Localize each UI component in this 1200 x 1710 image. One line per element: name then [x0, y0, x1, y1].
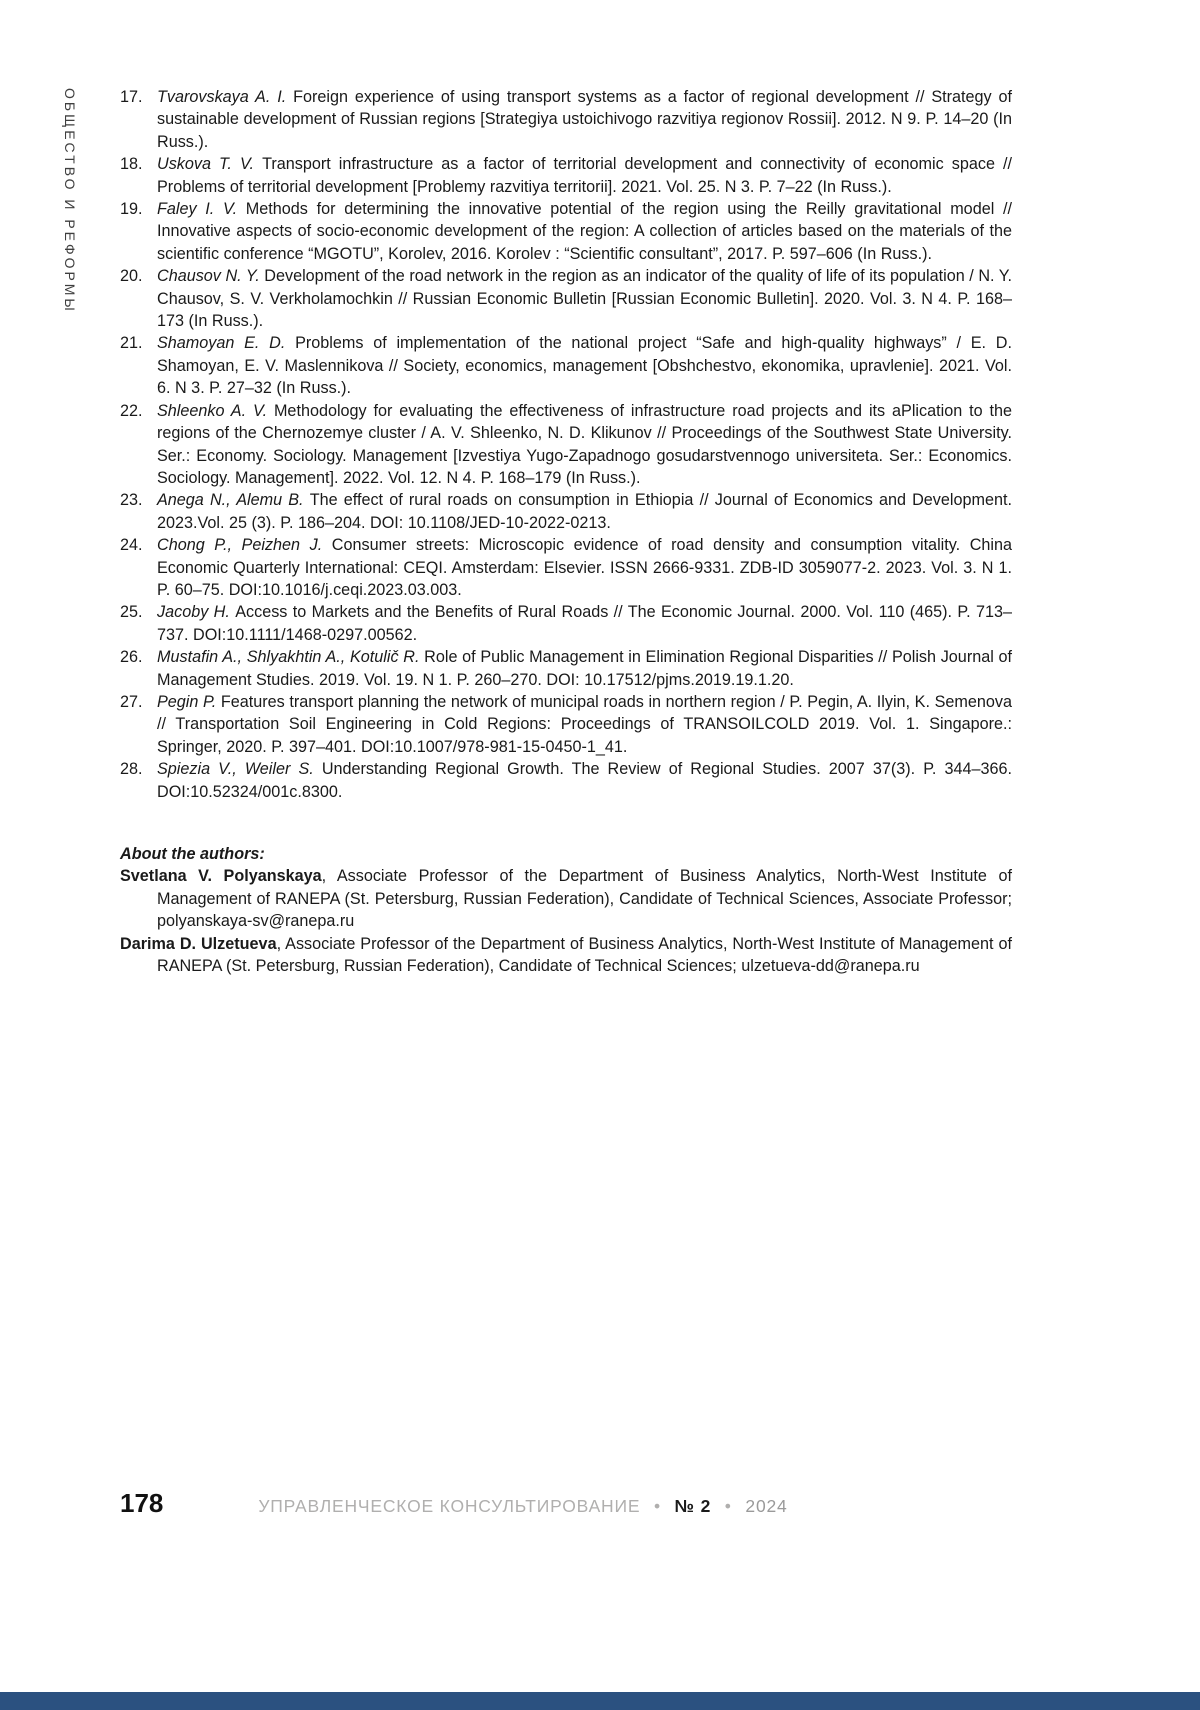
reference-text: Role of Public Management in Elimination Regional Disparities // Polish Journal of Management Studies. 2019. Vol. 19. N 1. P. 260–270. DOI: 10.17512/pjms.2019.19.1.20.	[157, 648, 1012, 689]
reference-number: 19.	[120, 200, 143, 219]
reference-author: Spiezia V., Weiler S.	[157, 760, 322, 779]
reference-item	[120, 265, 1012, 332]
about-authors-section	[120, 843, 1012, 977]
page-number: 178	[120, 1488, 164, 1518]
reference-author: Pegin P.	[157, 692, 221, 711]
reference-text: Foreign experience of using transport systems as a factor of regional development // Strategy of sustainable development of Russian regions [Strategiya ustoichivogo razvitiya regionov Rossii]. 2012. N 9. P. 14–20 (In Russ.).	[157, 88, 1012, 151]
bottom-accent-bar	[0, 1692, 1200, 1710]
reference-author: Mustafin A., Shlyakhtin A., Kotulič R.	[157, 648, 425, 667]
reference-number: 26.	[120, 648, 143, 667]
page-footer	[120, 1488, 1012, 1519]
reference-item	[120, 601, 1012, 646]
reference-author: Faley I. V.	[157, 200, 246, 219]
reference-text: Development of the road network in the region as an indicator of the quality of life of its population / N. Y. Chausov, S. V. Verkholamochkin // Russian Economic Bulletin [Russian Economic Bulletin]. 2020. Vol. 3. N 4. P. 168–173 (In Russ.).	[157, 267, 1012, 331]
reference-item	[120, 198, 1012, 265]
issue-number: № 2	[674, 1496, 712, 1516]
reference-number: 23.	[120, 491, 143, 510]
reference-text: Consumer streets: Microscopic evidence of road density and consumption vitality. China Economic Quarterly International: CEQI. Amsterdam: Elsevier. ISSN 2666-9331. ZDB-ID 3059077-2. 2023. Vol. 3. N 1. P. 60–75. DOI:10.1016/j.ceqi.2023.03.003.	[157, 536, 1013, 599]
reference-text: Problems of implementation of the national project “Safe and high-quality highways” / E. D. Shamoyan, E. V. Maslennikova // Society, economics, management [Obshchestvo, ekonomika, upravlenie]. 2021. Vol. 6. N 3. P. 27–32 (In Russ.).	[157, 334, 1012, 398]
footer-separator: •	[724, 1496, 732, 1516]
reference-text: Methods for determining the innovative potential of the region using the Reilly gravitational model // Innovative aspects of socio-economic development of the region: A collection of articles based on the materials of the scientific conference “MGOTU”, Korolev, 2016. Korolev : “Scientific consultant”, 2017. P. 597–606 (In Russ.).	[157, 200, 1012, 263]
reference-number: 22.	[120, 401, 143, 420]
reference-text: Features transport planning the network of municipal roads in northern region / P. Pegin, A. Ilyin, K. Semenova // Transportation Soil Engineering in Cold Regions: Proceedings of TRANSOILCOLD 2019. Vol. 1. Singapore.: Springer, 2020. P. 397–401. DOI:10.1007/978-981-15-0450-1_41.	[157, 692, 1012, 756]
reference-number: 27.	[120, 692, 143, 711]
reference-item	[120, 153, 1012, 198]
author-name: Svetlana V. Polyanskaya	[120, 867, 322, 886]
reference-author: Shamoyan E. D.	[157, 334, 296, 353]
reference-text: Transport infrastructure as a factor of territorial development and connectivity of economic space // Problems of territorial development [Problemy razvitiya territorii]. 2021. Vol. 25. N 3. P. 7–22 (In Russ.).	[157, 155, 1013, 196]
authors-list	[120, 865, 1012, 977]
reference-item	[120, 691, 1012, 758]
reference-text: Understanding Regional Growth. The Review of Regional Studies. 2007 37(3). P. 344–366. DOI:10.52324/001c.8300.	[157, 760, 1012, 801]
reference-item	[120, 534, 1012, 601]
author-description: , Associate Professor of the Department of Business Analytics, North-West Institute of Management of RANEPA (St. Petersburg, Russian Federation), Candidate of Technical Sciences, Associate Professor; polyanskaya-sv@ranepa.ru	[157, 867, 1012, 931]
reference-item	[120, 646, 1012, 691]
author-entry	[120, 865, 1012, 932]
reference-author: Chong P., Peizhen J.	[157, 536, 332, 555]
journal-title: УПРАВЛЕНЧЕСКОЕ КОНСУЛЬТИРОВАНИЕ	[258, 1496, 641, 1516]
author-description: , Associate Professor of the Department of Business Analytics, North-West Institute of Management of RANEPA (St. Petersburg, Russian Federation), Candidate of Technical Sciences; ulzetueva-dd@ranepa.ru	[157, 934, 1013, 976]
content-area	[120, 86, 1012, 977]
reference-number: 25.	[120, 603, 143, 622]
about-authors-heading: About the authors:	[120, 845, 265, 863]
reference-author: Shleenko A. V.	[157, 401, 274, 420]
reference-author: Uskova T. V.	[157, 155, 263, 174]
section-label: ОБЩЕСТВО И РЕФОРМЫ	[62, 88, 78, 314]
reference-number: 28.	[120, 760, 143, 779]
reference-item	[120, 400, 1012, 490]
reference-number: 18.	[120, 155, 143, 174]
reference-number: 17.	[120, 88, 143, 106]
reference-text: Access to Markets and the Benefits of Rural Roads // The Economic Journal. 2000. Vol. 110 (465). P. 713–737. DOI:10.1111/1468-0297.00562.	[157, 603, 1012, 644]
reference-item	[120, 86, 1012, 153]
reference-number: 24.	[120, 536, 143, 555]
reference-text: Methodology for evaluating the effectiveness of infrastructure road projects and its aPlication to the regions of the Chernozemye cluster / A. V. Shleenko, N. D. Klikunov // Proceedings of the Southwest State University. Ser.: Economy. Sociology. Management [Izvestiya Yugo-Zapadnogo gosudarstvennogo universiteta. Ser.: Economics. Sociology. Management]. 2022. Vol. 12. N 4. P. 168–179 (In Russ.).	[157, 401, 1012, 487]
author-name: Darima D. Ulzetueva	[120, 934, 277, 953]
reference-author: Chausov N. Y.	[157, 267, 265, 286]
issue-year: 2024	[745, 1496, 788, 1516]
journal-footer-line	[258, 1496, 787, 1517]
author-entry	[120, 933, 1012, 978]
reference-number: 20.	[120, 267, 143, 286]
reference-item	[120, 332, 1012, 399]
reference-text: The effect of rural roads on consumption in Ethiopia // Journal of Economics and Development. 2023.Vol. 25 (3). P. 186–204. DOI: 10.1108/JED-10-2022-0213.	[157, 491, 1012, 532]
references-list	[120, 86, 1012, 803]
reference-item	[120, 489, 1012, 534]
reference-author: Jacoby H.	[157, 603, 236, 622]
reference-author: Tvarovskaya A. I.	[157, 88, 294, 106]
reference-number: 21.	[120, 334, 143, 353]
footer-separator: •	[654, 1496, 661, 1516]
reference-item	[120, 758, 1012, 803]
reference-author: Anega N., Alemu B.	[157, 491, 310, 510]
